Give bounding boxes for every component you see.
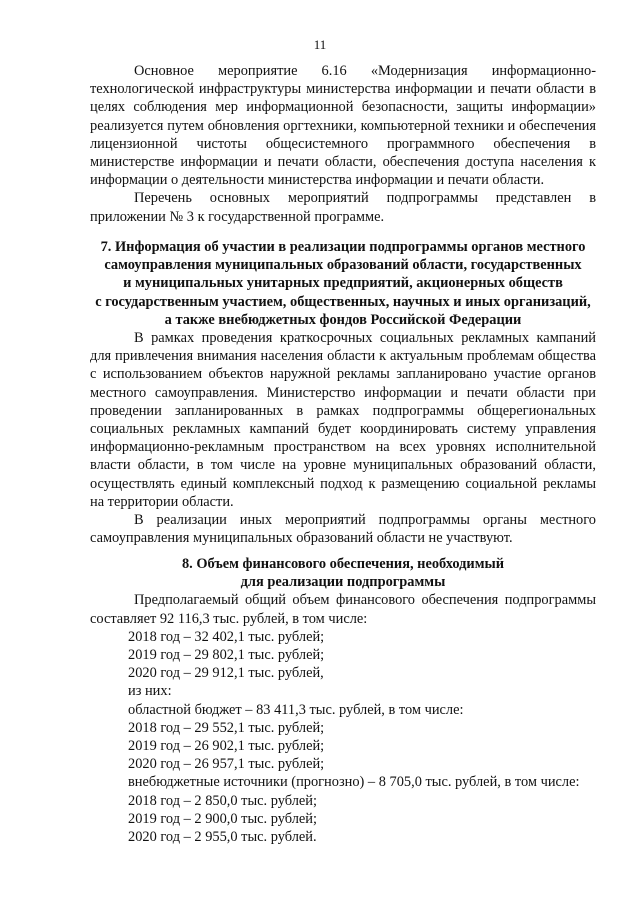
paragraph-measure-6-16: Основное мероприятие 6.16 «Модернизация информационно-технологической инфраструктуры министерства информации и печати области в целях соблюдения мер информационной безопасности, защиты информации» реализуется путем обновления оргтехники, компьютерной техники и обеспечения лицензионной чистоты общесистемного программного обеспечения в министерстве информации и печати области, обеспечения доступа населения к информации о деятельности министерства информации и печати области.: [90, 63, 596, 189]
intro-section: [90, 62, 596, 226]
funding-extrabudgetary: внебюджетные источники (прогнозно) – 8 705,0 тыс. рублей, в том числе:: [128, 774, 580, 791]
funding-of-them: из них:: [128, 683, 172, 700]
section-7: [90, 238, 596, 547]
paragraph-measures-list: Перечень основных мероприятий подпрограммы представлен в приложении № 3 к государственной программе.: [90, 190, 596, 225]
section-7-heading-line-2: самоуправления муниципальных образований области, государственных: [104, 257, 582, 274]
section-8-paragraph-1: Предполагаемый общий объем финансового обеспечения подпрограммы составляет 92 116,3 тыс. рублей, в том числе:: [90, 592, 596, 627]
section-7-heading-line-4: с государственным участием, общественных, научных и иных организаций,: [95, 293, 591, 310]
funding-total-2019: 2019 год – 29 802,1 тыс. рублей;: [128, 647, 325, 664]
section-8-heading-line-2: для реализации подпрограммы: [240, 574, 446, 591]
funding-extrabudgetary-2020: 2020 год – 2 955,0 тыс. рублей.: [128, 829, 317, 846]
section-7-paragraph-2: В реализации иных мероприятий подпрограммы органы местного самоуправления муниципальных образований области не участвуют.: [90, 512, 596, 547]
funding-regional-budget: областной бюджет – 83 411,3 тыс. рублей, в том числе:: [128, 701, 464, 718]
section-7-heading-line-3: и муниципальных унитарных предприятий, акционерных обществ: [123, 275, 563, 292]
page-number: 11: [313, 37, 327, 52]
funding-regional-2020: 2020 год – 26 957,1 тыс. рублей;: [128, 756, 325, 773]
section-7-heading-line-1: 7. Информация об участии в реализации подпрограммы органов местного: [100, 239, 586, 255]
funding-regional-2019: 2019 год – 26 902,1 тыс. рублей;: [128, 738, 325, 755]
funding-extrabudgetary-2018: 2018 год – 2 850,0 тыс. рублей;: [128, 792, 317, 809]
section-7-heading-line-5: а также внебюджетных фондов Российской Федерации: [164, 311, 522, 328]
funding-total-2018: 2018 год – 32 402,1 тыс. рублей;: [128, 628, 325, 645]
funding-regional-2018: 2018 год – 29 552,1 тыс. рублей;: [128, 719, 325, 736]
section-7-paragraph-1: В рамках проведения краткосрочных социальных рекламных кампаний для привлечения внимания населения области к актуальным проблемам общества с использованием объектов наружной рекламы запланировано участие органов местного самоуправления. Министерство информации и печати области при проведении запланированных в рамках подпрограммы общерегиональных социальных рекламных кампаний будет координировать систему управления информационно-рекламным пространством на всех уровнях исполнительной власти области, в том числе на уровне муниципальных образований области, осуществлять единый комплексный подход к размещению социальной рекламы на территории области.: [90, 330, 596, 510]
section-8: [90, 555, 596, 846]
funding-extrabudgetary-2019: 2019 год – 2 900,0 тыс. рублей;: [128, 810, 317, 827]
section-8-heading-line-1: 8. Объем финансового обеспечения, необходимый: [181, 556, 505, 572]
funding-total-2020: 2020 год – 29 912,1 тыс. рублей,: [128, 665, 324, 682]
